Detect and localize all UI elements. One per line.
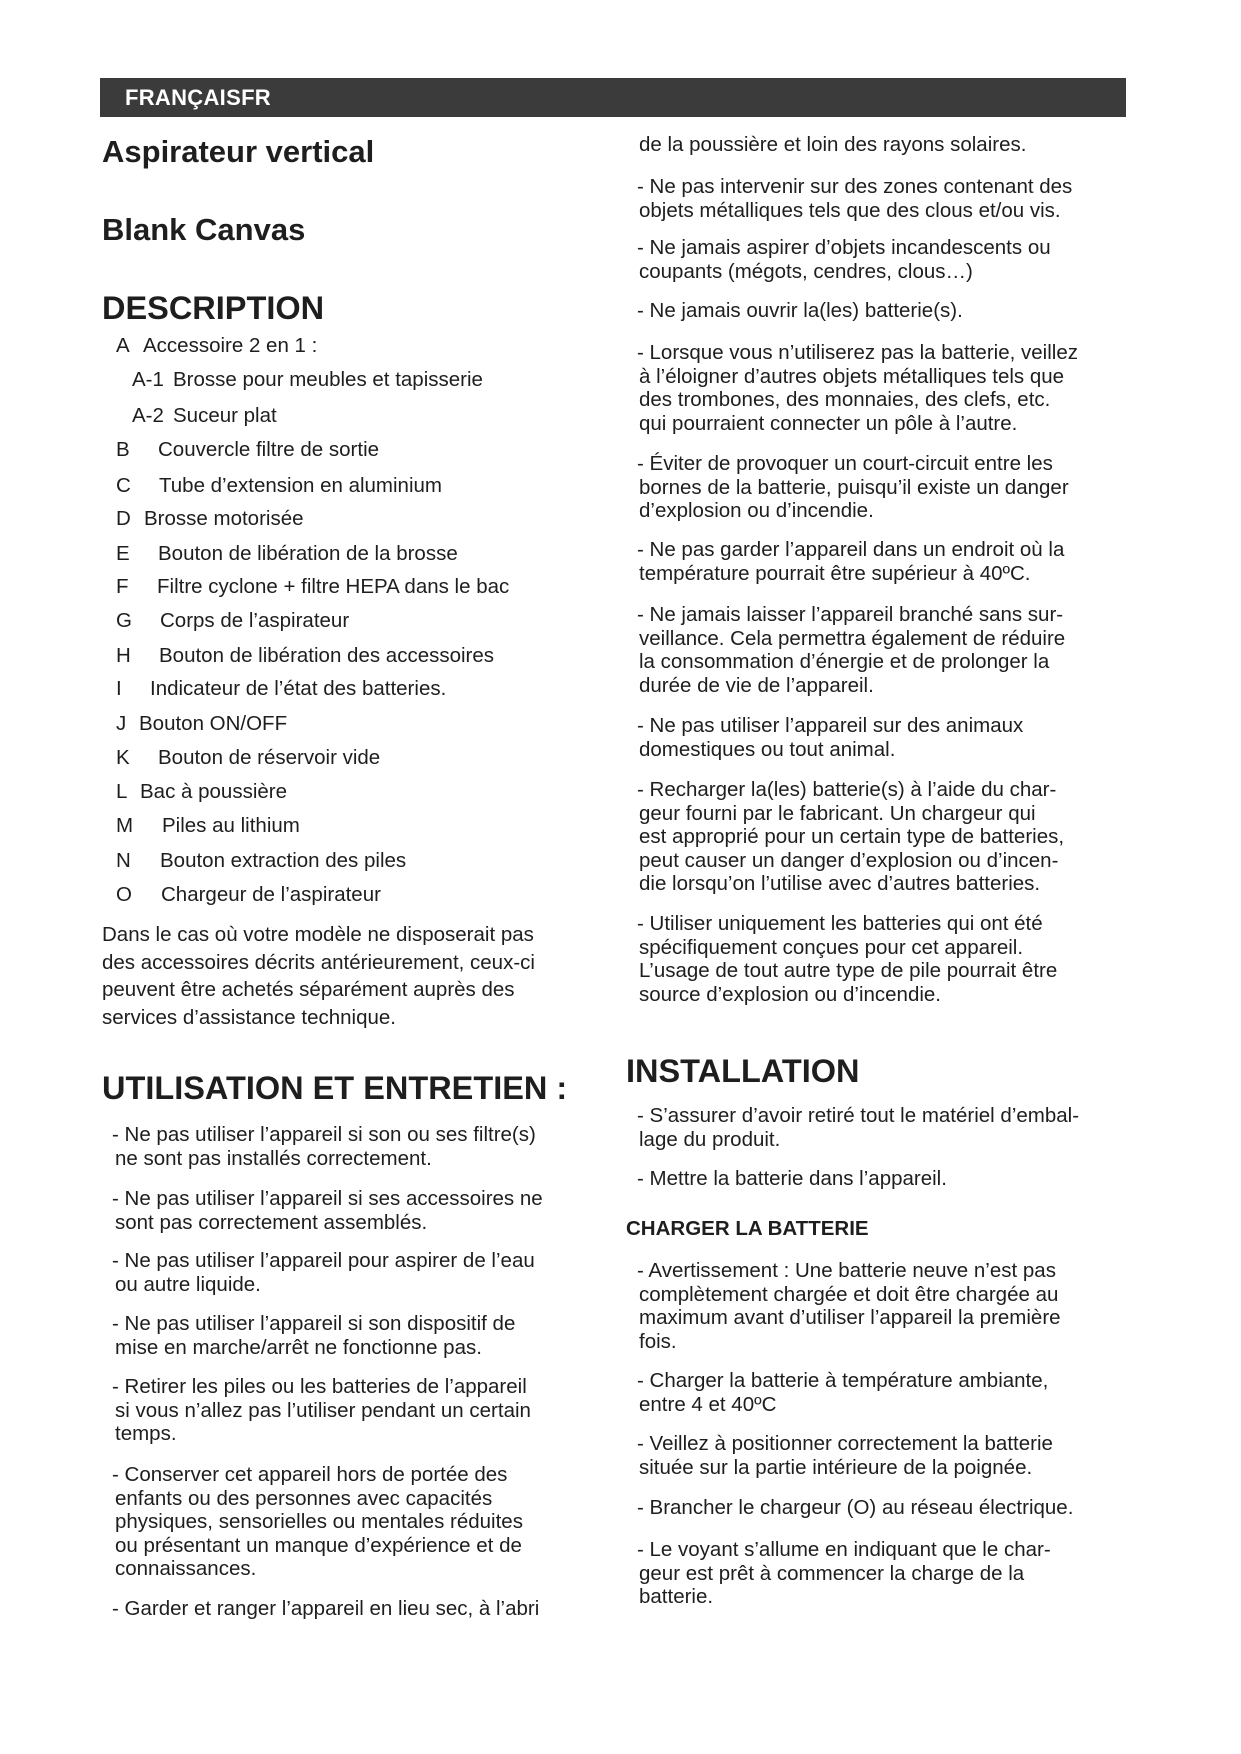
usage-instruction: - Ne pas utiliser l’appareil si son dispositif de mise en marche/arrêt ne fonctionne pas. — [112, 1312, 516, 1359]
charge-instruction: - Brancher le chargeur (O) au réseau électrique. — [637, 1496, 1074, 1519]
usage-heading: UTILISATION ET ENTRETIEN : — [102, 1070, 568, 1106]
safety-instruction: - Ne pas utiliser l’appareil sur des animaux domestiques ou tout animal. — [637, 714, 1024, 761]
product-subtitle: Blank Canvas — [102, 212, 306, 247]
safety-instruction: - Ne pas intervenir sur des zones contenant des objets métalliques tels que des clous et/ou vis. — [637, 175, 1073, 222]
installation-instruction: - S’assurer d’avoir retiré tout le matériel d’embal- lage du produit. — [637, 1104, 1080, 1151]
safety-instruction: - Ne jamais aspirer d’objets incandescents ou coupants (mégots, cendres, clous…) — [637, 236, 1051, 283]
installation-heading: INSTALLATION — [626, 1053, 860, 1089]
product-title: Aspirateur vertical — [102, 134, 375, 169]
safety-instruction: - Ne jamais ouvrir la(les) batterie(s). — [637, 299, 963, 322]
safety-instruction: - Recharger la(les) batterie(s) à l’aide du char- geur fourni par le fabricant. Un chargeur qui est approprié pour un certain type de batteries, peut causer un danger d’explosion ou d’incen- die lorsqu’on l’utilise avec d’autres batteries. — [637, 778, 1065, 895]
continued-text: de la poussière et loin des rayons solaires. — [639, 133, 1027, 156]
language-label: FRANÇAISFR — [125, 85, 271, 110]
usage-instruction: - Ne pas utiliser l’appareil si ses accessoires ne sont pas correctement assemblés. — [112, 1187, 543, 1234]
description-heading: DESCRIPTION — [102, 290, 325, 326]
usage-instruction: - Ne pas utiliser l’appareil pour aspirer de l’eau ou autre liquide. — [112, 1249, 535, 1296]
charge-battery-heading: CHARGER LA BATTERIE — [626, 1217, 869, 1240]
safety-instruction: - Lorsque vous n’utiliserez pas la batterie, veillez à l’éloigner d’autres objets métalliques tels que des trombones, des monnaies, des clefs, etc. qui pourraient connecter un pôle à l’autre. — [637, 341, 1078, 435]
charge-instruction: - Avertissement : Une batterie neuve n’est pas complètement chargée et doit être chargée au maximum avant d’utiliser l’appareil la première fois. — [637, 1259, 1061, 1353]
usage-instruction: - Conserver cet appareil hors de portée des enfants ou des personnes avec capacités physiques, sensorielles ou mentales réduites ou présentant un manque d’expérience et de connaissances. — [112, 1463, 523, 1580]
accessories-note: Dans le cas où votre modèle ne disposerait pas des accessoires décrits antérieurement, ceux-ci peuvent être achetés séparément auprès des services d’assistance technique. — [102, 923, 535, 1029]
usage-instruction: - Garder et ranger l’appareil en lieu sec, à l’abri — [112, 1597, 540, 1620]
safety-instruction: - Éviter de provoquer un court-circuit entre les bornes de la batterie, puisqu’il existe un danger d’explosion ou d’incendie. — [637, 452, 1069, 522]
safety-instruction: - Ne jamais laisser l’appareil branché sans sur- veillance. Cela permettra également de réduire la consommation d’énergie et de prolonger la durée de vie de l’appareil. — [637, 603, 1066, 697]
safety-instruction: - Ne pas garder l’appareil dans un endroit où la température pourrait être supérieur à 40ºC. — [637, 538, 1065, 585]
charge-instruction: - Le voyant s’allume en indiquant que le char- geur est prêt à commencer la charge de la batterie. — [637, 1538, 1051, 1608]
usage-instruction: - Retirer les piles ou les batteries de l’appareil si vous n’allez pas l’utiliser pendant un certain temps. — [112, 1375, 531, 1445]
charge-instruction: - Charger la batterie à température ambiante, entre 4 et 40ºC — [637, 1369, 1049, 1416]
header-bar — [100, 78, 1126, 117]
safety-instruction: - Utiliser uniquement les batteries qui ont été spécifiquement conçues pour cet appareil. L’usage de tout autre type de pile pourrait être source d’explosion ou d’incendie. — [637, 912, 1058, 1006]
installation-instruction: - Mettre la batterie dans l’appareil. — [637, 1167, 947, 1190]
charge-instruction: - Veillez à positionner correctement la batterie située sur la partie intérieure de la poignée. — [637, 1432, 1053, 1479]
usage-instruction: - Ne pas utiliser l’appareil si son ou ses filtre(s) ne sont pas installés correctement. — [112, 1123, 536, 1170]
